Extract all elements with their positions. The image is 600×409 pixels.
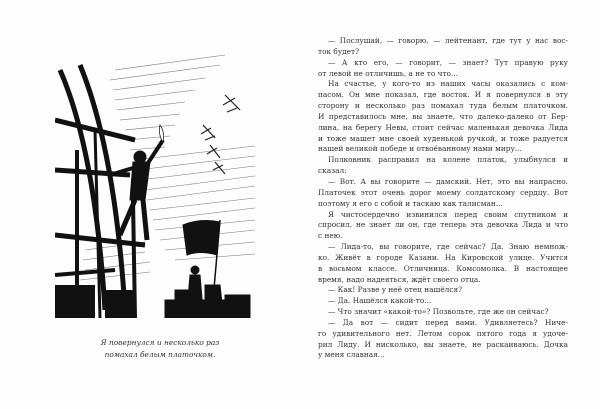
text-line: го удивительного нет. Летом сорок пятого года я удоче- [318, 328, 568, 338]
text-line: в восьмом классе. Отличница. Комсомолка. В настоящее [318, 263, 568, 273]
text-line: Платочек этот очень дорог моему солдатскому сердцу. Вот [318, 187, 568, 197]
text-line: — Вот. А вы говорите — дамский. Нет, это вы напрасно. [328, 176, 568, 186]
text-line: — Лида-то, вы говорите, где сейчас? Да. Знаю немнож- [328, 242, 568, 252]
text-line: — А кто его, — говорит, — знает? Тут правую руку [328, 57, 568, 67]
text-line: — Да. Нашёлся какой-то... [328, 296, 432, 306]
story-text [318, 36, 568, 361]
text-line: — Да вот — сидит перед вами. Удивляетесь? Ниче- [328, 317, 568, 327]
text-line: нашей великой победе и отвоёванному нами миру... [318, 144, 522, 154]
right-page [300, 0, 600, 409]
text-line: — Как! Разве у неё отец нашёлся? [328, 285, 463, 295]
text-line: ко. Живёт в городе Казани. На Кировской улице. Учится [318, 252, 568, 262]
text-line: и тоже машет мне своей худенькой ручкой, и тоже радуется [318, 133, 568, 143]
text-line: от левой не отличишь, а не то что... [318, 68, 458, 78]
text-line: рил Лиду. И нисколько, вы знаете, не раскаиваюсь. Дочка [318, 339, 568, 349]
text-line: с нею. [318, 231, 343, 241]
text-line: лина, на берегу Невы, стоит сейчас маленькая девочка Лида [318, 122, 568, 132]
text-line: Я чистосердечно извинился перед своим спутником и [328, 209, 568, 219]
caption-line: помахал белым платочком. [104, 349, 216, 359]
text-line: время, надо надеяться, ждёт своего отца. [318, 274, 481, 284]
text-line: На счастье, у кого-то из наших часы оказались с ком- [328, 79, 568, 89]
text-line: сказал: [318, 166, 347, 176]
text-line: спросил, не знает ли он, где теперь эта девочка Лида и что [318, 220, 568, 230]
text-line: — Что значит «какой-то»? Позвольте, где же он сейчас? [328, 307, 549, 317]
text-line: — Послушай, — говорю, — лейтенант, где тут у нас вос- [328, 36, 568, 45]
text-line: пасом. Он мне показал, где восток. И я повернулся в эту [318, 90, 568, 100]
illustration-soldier-waving-handkerchief-icon [55, 50, 260, 318]
text-line: сторону и несколько раз помахал туда белым платочком. [318, 101, 568, 111]
text-line: ток будет? [318, 46, 360, 56]
illustration-caption [60, 337, 260, 360]
text-line: поэтому я его с собой и таскаю как талисман... [318, 198, 503, 208]
text-line: у меня славная... [318, 350, 385, 360]
text-line: Полковник расправил на колене платок, улыбнулся и [328, 155, 568, 165]
caption-line: Я повернулся и несколько раз [100, 338, 220, 347]
planes [201, 95, 240, 174]
flag-bearers [165, 220, 250, 318]
text-line: И представилось мне, вы знаете, что далеко-далеко от Бер- [318, 111, 568, 121]
